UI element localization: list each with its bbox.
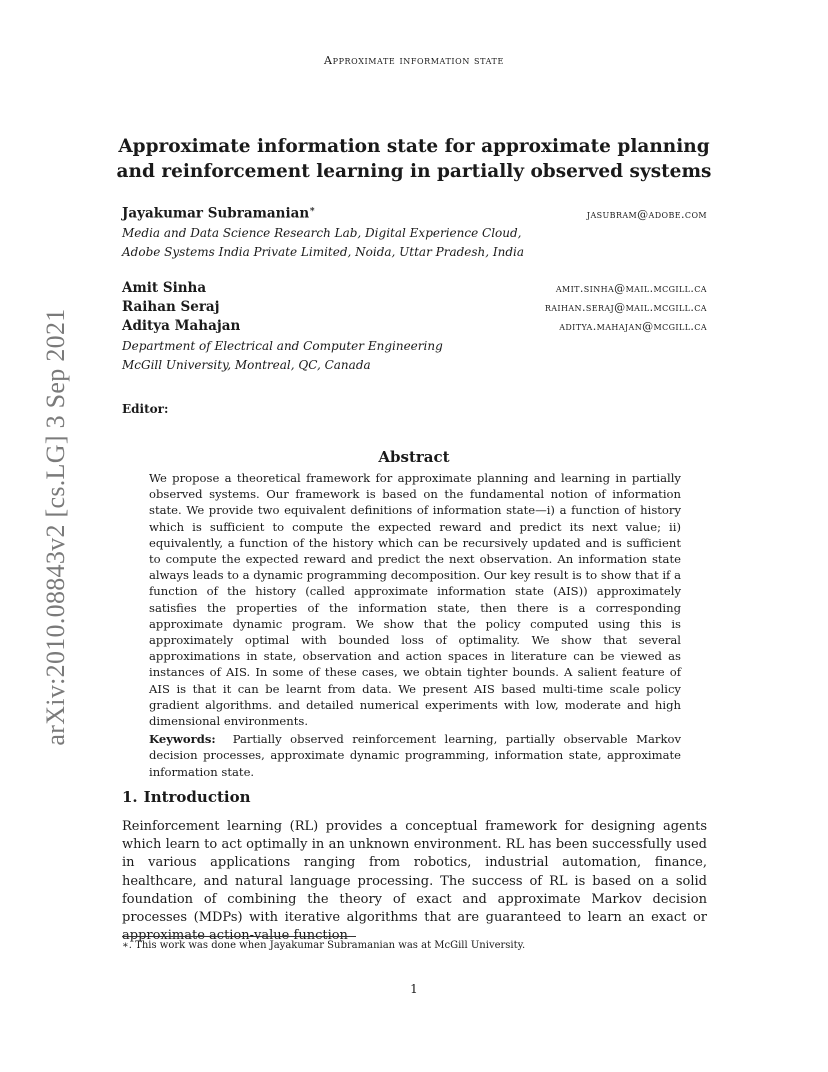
author-name: Raihan Seraj — [122, 299, 220, 315]
author-row — [122, 205, 707, 224]
affiliation-line-2: McGill University, Montreal, QC, Canada — [122, 358, 371, 372]
keywords-label: Keywords: — [149, 732, 216, 747]
running-head: Approximate information state — [324, 54, 504, 67]
footnote: ∗. This work was done when Jayakumar Subramanian was at McGill University. — [122, 940, 526, 951]
abstract-body — [149, 470, 681, 780]
title-line-2: and reinforcement learning in partially observed systems — [116, 161, 712, 182]
author-name: Jayakumar Subramanian∗ — [122, 205, 316, 222]
arxiv-stamp: arXiv:2010.08843v2 [cs.LG] 3 Sep 2021 — [41, 308, 70, 746]
keywords-text: Partially observed reinforcement learning, partially observable Markov decision processes, approximate dynamic programming, information state, approximate information state. — [149, 732, 681, 779]
footnote-rule — [122, 936, 356, 937]
abstract-text: We propose a theoretical framework for approximate planning and learning in partially observed systems. Our framework is based on the fundamental notion of information state. We provide two equivalent definitions of information state—i) a function of history which is sufficient to compute the expected reward and predict its next value; ii) equivalently, a function of the history which can be recursively updated and is sufficient to compute the expected reward and predict the next observation. An information state always leads to a dynamic programming decomposition. Our key result is to show that if a function of the history (called approximate information state (AIS)) approximately satisfies the properties of the information state, then there is a corresponding approximate dynamic program. We show that the policy computed using this is approximately optimal with bounded loss of optimality. We show that several approximations in state, observation and action spaces in literature can be viewed as instances of AIS. In some of these cases, we obtain tighter bounds. A salient feature of AIS is that it can be learnt from data. We present AIS based multi-time scale policy gradient algorithms. and detailed numerical experiments with low, moderate and high dimensional environments. — [149, 471, 681, 729]
author-row — [122, 318, 707, 337]
author-name: Aditya Mahajan — [122, 318, 241, 334]
page-number: 1 — [410, 982, 418, 996]
affiliation-line-1: Media and Data Science Research Lab, Digital Experience Cloud, — [122, 226, 522, 240]
author-email[interactable]: amit.sinha@mail.mcgill.ca — [555, 282, 707, 295]
paper-title — [100, 134, 728, 184]
author-block-mcgill — [122, 280, 707, 375]
section-heading — [122, 788, 257, 806]
author-name: Amit Sinha — [122, 280, 207, 296]
introduction-body — [122, 818, 707, 945]
editor-label: Editor: — [122, 402, 169, 416]
section-number: 1. — [122, 788, 138, 806]
affiliation-line-1: Department of Electrical and Computer Engineering — [122, 339, 443, 353]
author-email[interactable]: jasubram@adobe.com — [586, 207, 707, 221]
keywords-paragraph — [149, 731, 681, 780]
footnote-marker: ∗ — [309, 205, 316, 215]
abstract-heading: Abstract — [378, 448, 450, 466]
author-email[interactable]: aditya.mahajan@mcgill.ca — [559, 320, 707, 333]
section-title: Introduction — [143, 788, 251, 806]
author-row — [122, 299, 707, 318]
introduction-text: Reinforcement learning (RL) provides a conceptual framework for designing agents which learn to act optimally in an unknown environment. RL has been successfully used in various applications ranging from robotics, industrial automation, finance, healthcare, and natural language processing. The success of RL is based on a solid foundation of combining the theory of exact and approximate Markov decision processes (MDPs) with iterative algorithms that are guaranteed to learn an exact or approximate action-value function — [122, 819, 707, 944]
title-line-1: Approximate information state for approximate planning — [118, 136, 710, 157]
affiliation-line-2: Adobe Systems India Private Limited, Noida, Uttar Pradesh, India — [122, 245, 525, 259]
author-block-adobe — [122, 205, 707, 262]
author-email[interactable]: raihan.seraj@mail.mcgill.ca — [544, 301, 707, 314]
author-row — [122, 280, 707, 299]
